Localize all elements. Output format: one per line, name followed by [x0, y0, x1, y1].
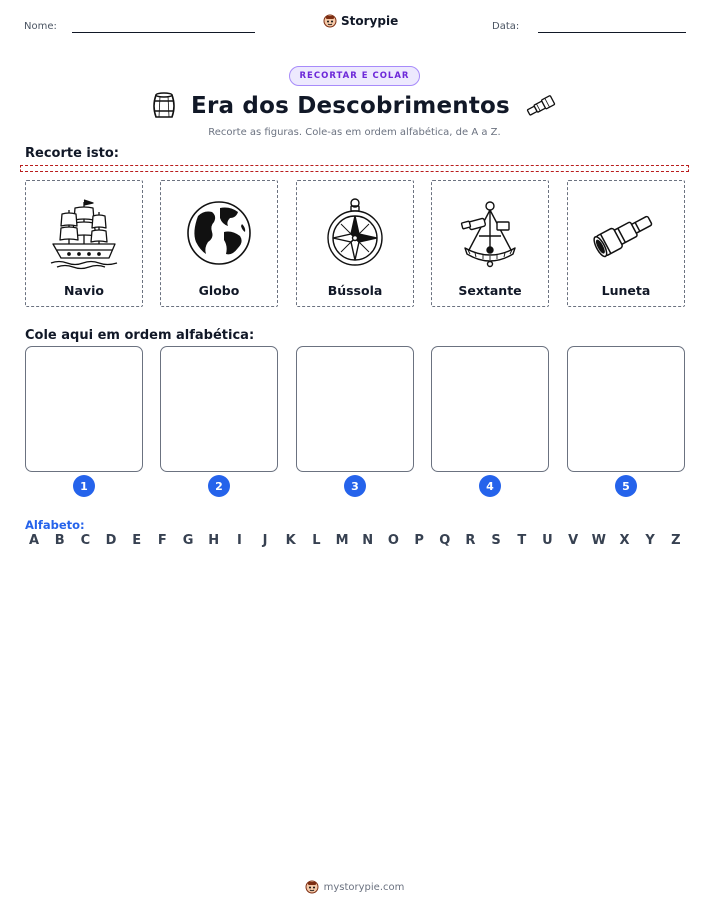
- alphabet-letter: K: [285, 533, 296, 548]
- cut-card-bussola[interactable]: [296, 180, 414, 307]
- alphabet-label: Alfabeto:: [25, 518, 85, 532]
- name-line[interactable]: [72, 32, 255, 33]
- number-badge-1: 1: [73, 475, 95, 497]
- alphabet-letter: L: [312, 533, 321, 548]
- instructions: Recorte as figuras. Cole-as em ordem alfabética, de A a Z.: [208, 127, 501, 138]
- alphabet-letter: H: [208, 533, 220, 548]
- brand-name: Storypie: [341, 14, 399, 28]
- card-label-luneta: Luneta: [601, 283, 651, 298]
- number-badge-4: 4: [479, 475, 501, 497]
- activity-badge: RECORTAR E COLAR: [289, 66, 421, 86]
- cut-line: [20, 165, 689, 172]
- cut-card-sextante[interactable]: [431, 180, 549, 307]
- cut-card-luneta[interactable]: [567, 180, 685, 307]
- cut-card-globo[interactable]: [160, 180, 278, 307]
- alphabet-letter: A: [28, 533, 40, 548]
- alphabet-letter: V: [568, 533, 579, 548]
- card-label-globo: Globo: [198, 283, 240, 298]
- storypie-mascot-icon: [323, 14, 337, 28]
- alphabet-letter: N: [362, 533, 374, 548]
- alphabet-letter: Z: [671, 533, 681, 548]
- paste-box-3[interactable]: [296, 346, 414, 472]
- number-badge-5: 5: [615, 475, 637, 497]
- card-label-sextante: Sextante: [458, 283, 522, 298]
- footer: [0, 880, 709, 894]
- name-label: Nome:: [24, 21, 57, 32]
- cut-section-label: Recorte isto:: [25, 146, 119, 161]
- brand-logo: [323, 14, 398, 28]
- alphabet-letter: X: [619, 533, 630, 548]
- alphabet-row: [25, 533, 685, 548]
- alphabet-letter: M: [335, 533, 349, 548]
- ship-icon: [49, 196, 119, 270]
- footer-url[interactable]: mystorypie.com: [323, 881, 405, 893]
- sextant-icon: [455, 198, 525, 268]
- title-row: [0, 92, 709, 120]
- alphabet-letter: C: [80, 533, 91, 548]
- number-badge-2: 2: [208, 475, 230, 497]
- alphabet-letter: E: [132, 533, 142, 548]
- spyglass-title-icon: [524, 95, 558, 117]
- alphabet-letter: O: [387, 533, 399, 548]
- alphabet-letter: D: [105, 533, 117, 548]
- storypie-footer-icon: [305, 880, 319, 894]
- barrel-icon: [151, 92, 177, 120]
- paste-box-5[interactable]: [567, 346, 685, 472]
- paste-box-4[interactable]: [431, 346, 549, 472]
- compass-icon: [323, 197, 387, 269]
- alphabet-letter: B: [54, 533, 65, 548]
- date-label: Data:: [492, 21, 520, 32]
- alphabet-letter: F: [157, 533, 167, 548]
- globe-icon: [184, 198, 254, 268]
- number-badge-3: 3: [344, 475, 366, 497]
- alphabet-letter: T: [517, 533, 527, 548]
- alphabet-letter: W: [591, 533, 606, 548]
- alphabet-letter: P: [414, 533, 424, 548]
- paste-box-2[interactable]: [160, 346, 278, 472]
- card-label-navio: Navio: [64, 283, 104, 298]
- spyglass-icon: [591, 203, 661, 263]
- alphabet-letter: U: [542, 533, 553, 548]
- card-label-bussola: Bússola: [327, 283, 383, 298]
- alphabet-letter: J: [262, 533, 268, 548]
- paste-box-1[interactable]: [25, 346, 143, 472]
- alphabet-letter: I: [236, 533, 242, 548]
- alphabet-letter: Y: [645, 533, 655, 548]
- alphabet-letter: R: [465, 533, 476, 548]
- alphabet-letter: G: [182, 533, 194, 548]
- alphabet-letter: Q: [439, 533, 451, 548]
- cut-card-navio[interactable]: [25, 180, 143, 307]
- page-title: Era dos Descobrimentos: [191, 93, 510, 119]
- paste-section-label: Cole aqui em ordem alfabética:: [25, 328, 255, 343]
- date-line[interactable]: [538, 32, 686, 33]
- alphabet-letter: S: [491, 533, 501, 548]
